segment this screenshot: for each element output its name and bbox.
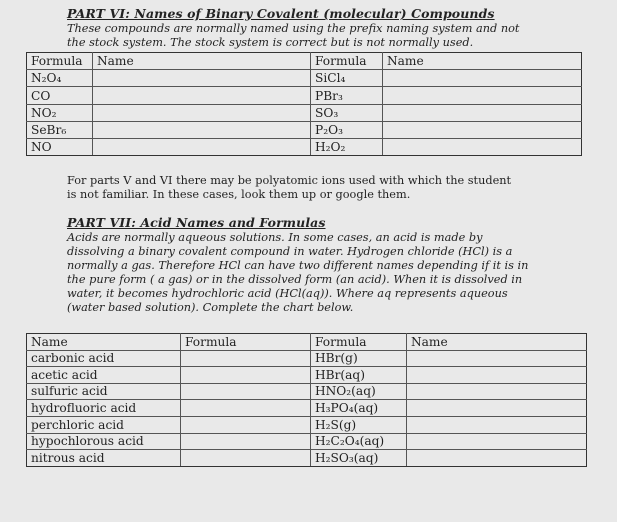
part7-title: PART VII: Acid Names and Formulas (67, 215, 326, 230)
name-answer-cell[interactable] (383, 121, 582, 138)
acid-name-cell: nitrous acid (27, 450, 181, 467)
header-formula-2: Formula (311, 53, 383, 70)
acid-formula-cell: H₃PO₄(aq) (311, 400, 407, 417)
name-answer-cell[interactable] (407, 367, 587, 384)
part6-intro-line-1: These compounds are normally named using the prefix naming system and not (67, 22, 520, 35)
name-answer-cell[interactable] (407, 383, 587, 400)
formula-cell: SiCl₄ (311, 70, 383, 87)
header-formula: Formula (27, 53, 93, 70)
formula-answer-cell[interactable] (181, 433, 311, 450)
part7-intro-line-3: normally a gas. Therefore HCl can have two different names depending if it is in (67, 259, 529, 272)
table-row (27, 350, 587, 367)
name-answer-cell[interactable] (383, 87, 582, 104)
formula-answer-cell[interactable] (181, 383, 311, 400)
table-row (27, 383, 587, 400)
header-name: Name (93, 53, 311, 70)
formula-cell: SeBr₆ (27, 121, 93, 138)
acid-name-cell: acetic acid (27, 367, 181, 384)
part7-intro-line-5: water, it becomes hydrochloric acid (HCl(aq)). Where aq represents aqueous (67, 287, 508, 300)
formula-answer-cell[interactable] (181, 450, 311, 467)
acid-formula-cell: H₂C₂O₄(aq) (311, 433, 407, 450)
name-answer-cell[interactable] (383, 138, 582, 155)
part6-title: PART VI: Names of Binary Covalent (molecular) Compounds (67, 6, 495, 21)
note-line-1: For parts V and VI there may be polyatomic ions used with which the student (67, 174, 512, 187)
part7-intro-line-4: the pure form ( a gas) or in the dissolved form (an acid). When it is dissolved in (67, 273, 523, 286)
header-name-2: Name (383, 53, 582, 70)
formula-cell: NO (27, 138, 93, 155)
formula-cell: PBr₃ (311, 87, 383, 104)
part7-intro-line-2: dissolving a binary covalent compound in water. Hydrogen chloride (HCl) is a (67, 245, 513, 258)
binary-covalent-table (26, 52, 582, 156)
acid-name-cell: carbonic acid (27, 350, 181, 367)
name-answer-cell[interactable] (93, 70, 311, 87)
name-answer-cell[interactable] (407, 416, 587, 433)
table-row (27, 367, 587, 384)
table-row (27, 138, 582, 155)
table-row (27, 104, 582, 121)
name-answer-cell[interactable] (383, 104, 582, 121)
formula-cell: N₂O₄ (27, 70, 93, 87)
formula-cell: NO₂ (27, 104, 93, 121)
table-header-row (27, 334, 587, 351)
table-header-row (27, 53, 582, 70)
header-formula-2: Formula (311, 334, 407, 351)
formula-cell: CO (27, 87, 93, 104)
part6-intro-line-2: the stock system. The stock system is correct but is not normally used. (67, 36, 474, 49)
acid-table (26, 333, 587, 467)
name-answer-cell[interactable] (93, 138, 311, 155)
formula-answer-cell[interactable] (181, 367, 311, 384)
part7-intro-line-1: Acids are normally aqueous solutions. In some cases, an acid is made by (67, 231, 483, 244)
name-answer-cell[interactable] (407, 450, 587, 467)
table-row (27, 416, 587, 433)
formula-answer-cell[interactable] (181, 350, 311, 367)
name-answer-cell[interactable] (407, 433, 587, 450)
header-formula: Formula (181, 334, 311, 351)
table-row (27, 450, 587, 467)
table-row (27, 87, 582, 104)
name-answer-cell[interactable] (383, 70, 582, 87)
header-name-2: Name (407, 334, 587, 351)
table-row (27, 433, 587, 450)
name-answer-cell[interactable] (93, 87, 311, 104)
table-row (27, 121, 582, 138)
acid-name-cell: perchloric acid (27, 416, 181, 433)
name-answer-cell[interactable] (93, 104, 311, 121)
formula-answer-cell[interactable] (181, 416, 311, 433)
acid-formula-cell: H₂SO₃(aq) (311, 450, 407, 467)
table-row (27, 400, 587, 417)
name-answer-cell[interactable] (93, 121, 311, 138)
name-answer-cell[interactable] (407, 350, 587, 367)
acid-formula-cell: HBr(aq) (311, 367, 407, 384)
formula-cell: H₂O₂ (311, 138, 383, 155)
note-line-2: is not familiar. In these cases, look them up or google them. (67, 188, 411, 201)
table-row (27, 70, 582, 87)
acid-formula-cell: HBr(g) (311, 350, 407, 367)
formula-cell: SO₃ (311, 104, 383, 121)
acid-name-cell: hydrofluoric acid (27, 400, 181, 417)
header-name: Name (27, 334, 181, 351)
name-answer-cell[interactable] (407, 400, 587, 417)
acid-formula-cell: HNO₂(aq) (311, 383, 407, 400)
part7-intro-line-6: (water based solution). Complete the chart below. (67, 301, 354, 314)
formula-cell: P₂O₃ (311, 121, 383, 138)
acid-name-cell: sulfuric acid (27, 383, 181, 400)
formula-answer-cell[interactable] (181, 400, 311, 417)
acid-formula-cell: H₂S(g) (311, 416, 407, 433)
acid-name-cell: hypochlorous acid (27, 433, 181, 450)
